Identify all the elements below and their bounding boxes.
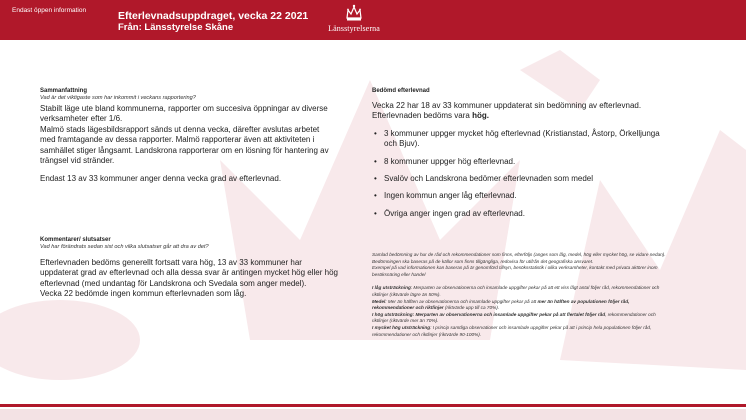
scale-label: I hög utsträckning: Merparten av observationerna och insamlade uppgifter pekar på att flertalet följer råd [372,311,606,317]
note-line: Samlad bedömning av hur de råd och rekommendationer som finns, efterföljs (anges som låg, medel, hög eller mycket hög, se vidare nedan). [372,252,666,257]
list-item: • Övriga anger ingen grad av efterlevnad. [372,209,662,219]
footer-band [0,409,746,420]
scale-label: mer än hälften av populationen följer råd, rekommendationer och riktlinjer [372,298,630,311]
summary-body [40,104,330,185]
crown-icon [344,3,364,23]
list-item: • Svalöv och Landskrona bedömer efterlevnaden som medel [372,174,662,184]
comments-paragraph: Vecka 22 bedömde ingen kommun efterlevnaden som låg. [40,289,247,299]
report-sender: Från: Länsstyrelse Skåne [118,22,234,33]
scale-very-high [372,325,672,338]
summary-paragraph: Stabilt läge ute bland kommunerna, rapporter om succesiva öppningar av diverse verksamheter efter 1/6. [40,104,328,124]
comments-section [40,237,340,300]
scale-label: Medel [372,298,386,304]
footer-rule [0,404,746,407]
logo-wordmark: Länsstyrelserna [328,24,380,33]
assessment-heading: Bedömd efterlevnad [372,88,430,94]
assessment-notes [372,252,672,338]
scale-text: : Mer än hälften av observationerna och insamlade uppgifter pekar på att [385,298,538,304]
scale-medium [372,299,672,312]
classification-label: Endast öppen information [12,7,87,14]
list-item: • 3 kommuner uppger mycket hög efterlevnad (Kristianstad, Åstorp, Örkelljunga och Bjuv). [372,129,662,150]
report-title: Efterlevnadsuppdraget, vecka 22 2021 [118,10,309,22]
assessment-list [372,129,662,219]
scale-text: : I princip samtliga observationer och insamlade uppgifter pekar på att i princip hela populationen följer råd, rekommendationer och riktlinjer (riktvärde 90-100%). [372,324,652,337]
note-line: Bedömningen ska baseras på de källor som finns tillgängliga, redovisa för utifrån det geografiska ansvaret. [372,258,594,264]
summary-heading: Sammanfattning [40,88,88,94]
lansstyrelserna-logo [324,3,384,37]
assessment-section [372,88,662,226]
scale-label: I mycket hög utsträckning [372,324,431,330]
comments-paragraph: Efterlevnaden bedöms generellt fortsatt vara hög, 13 av 33 kommuner har uppdaterat grad av efterlevnad och alla dessa svar är antingen mycket hög eller hög efterlevnad (med undantag för Landskrona och Svedala som anger medel). [40,258,338,288]
list-item: • Ingen kommun anger låg efterlevnad. [372,191,662,201]
comments-body [40,258,340,300]
scale-text: : Merparten av observationerna och insamlade uppgifter pekar på att ett viss lågt antal följer råd, rekommendationer och riktlinjer (riktvärde lägre än 50%). [372,285,660,297]
summary-section [40,88,330,185]
scale-text: , rekommendationer och riktlinjer (riktvärde mer än 70%). [372,311,656,324]
summary-question: Vad är det viktigaste som har inkommit i veckans rapportering? [40,95,196,101]
assessment-intro [372,101,662,122]
scale-high [372,312,672,325]
comments-heading: Kommentarer/ slutsatser [40,237,111,243]
note-line: Exempel på vad informationen kan baseras på är genomförd tillsyn, besöksstatistik i olika verksamheter, kontakt med privata aktörer inom besöksnäring eller handel [372,265,658,277]
summary-paragraph: Endast 13 av 33 kommuner anger denna vecka grad av efterlevnad. [40,174,282,184]
scale-label: I låg utsträckning [372,285,411,291]
assessment-intro-text: Vecka 22 har 18 av 33 kommuner uppdaterat sin bedömning av efterlevnad. Efterlevnaden bedöms vara [372,101,642,121]
scale-low [372,285,672,298]
assessment-level: hög. [472,111,489,121]
scale-text: (riktvärde upp till ca 70%). [443,305,500,311]
summary-paragraph: Malmö stads lägesbildsrapport sänds ut denna vecka, därefter avslutas arbetet med framtagande av dessa rapporter. Malmö rapporterar även att aktiviteten i samhället stiger långsamt. Landskrona rapporterar om en lösning för hantering av trängsel vid stränder. [40,124,329,166]
comments-question: Vad har förändrats sedan sist och vilka slutsatser går att dra av det? [40,244,209,250]
header-bar [0,0,746,40]
list-item: • 8 kommuner uppger hög efterlevnad. [372,157,662,167]
